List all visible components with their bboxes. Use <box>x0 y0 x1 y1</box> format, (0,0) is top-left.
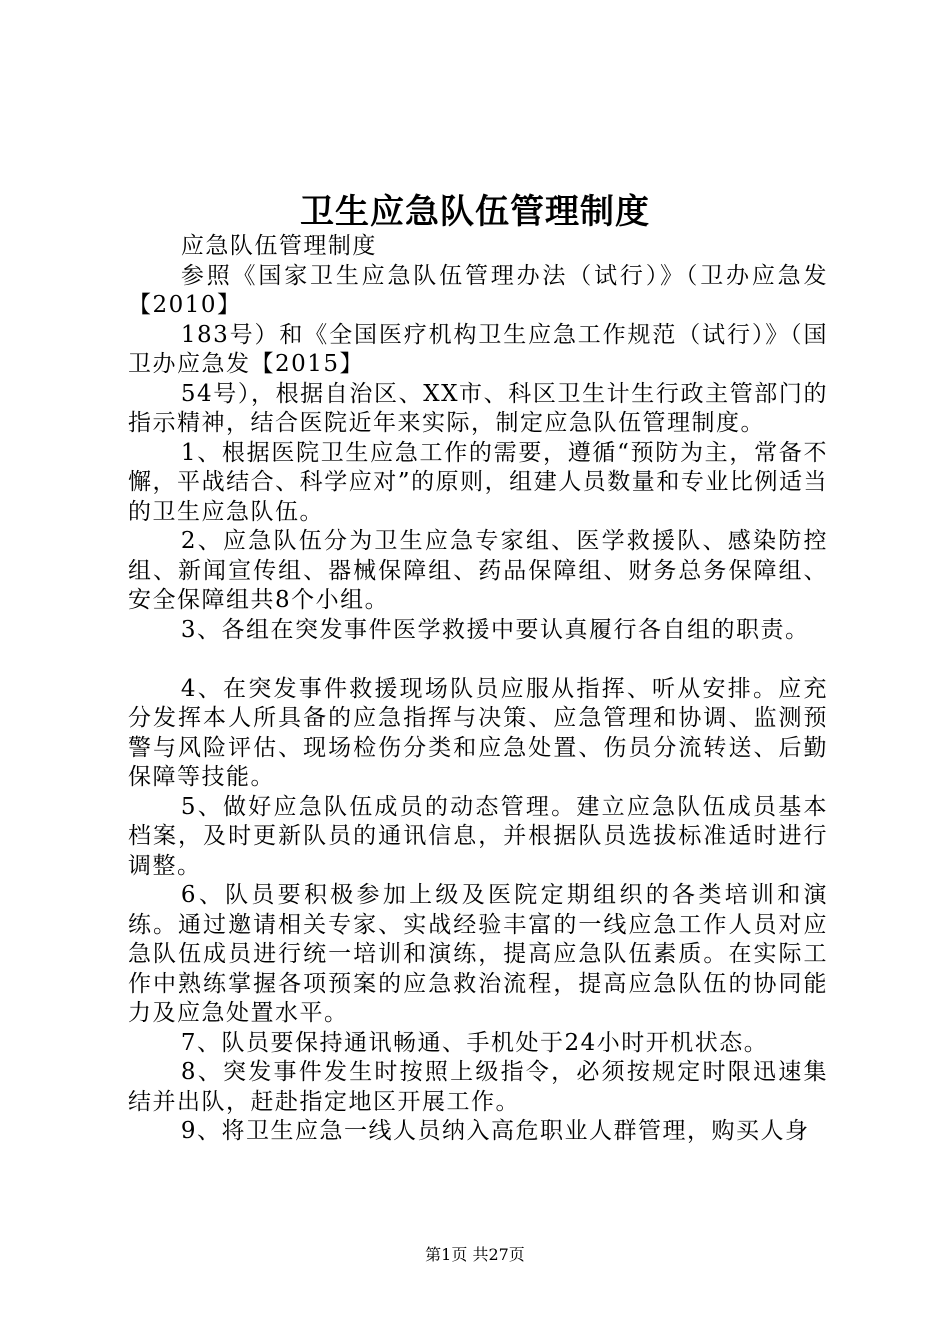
paragraph-item-6: 6、队员要积极参加上级及医院定期组织的各类培训和演练。通过邀请相关专家、实战经验丰富的一线应急工作人员对应急队伍成员进行统一培训和演练，提高应急队伍素质。在实际工作中熟练掌握各项预案的应急救治流程，提高应急队伍的协同能力及应急处置水平。 <box>128 882 828 1026</box>
paragraph-item-8: 8、突发事件发生时按照上级指令，必须按规定时限迅速集结并出队，赶赴指定地区开展工作。 <box>128 1059 828 1115</box>
paragraph-item-1: 1、根据医院卫生应急工作的需要，遵循“预防为主，常备不懈，平战结合、科学应对”的原则，组建人员数量和专业比例适当的卫生应急队伍。 <box>128 439 828 525</box>
page-number-footer: 第1页 共27页 <box>425 1245 525 1264</box>
paragraph-reference-1: 参照《国家卫生应急队伍管理办法（试行）》（卫办应急发【2010】 <box>128 262 828 318</box>
document-body <box>128 232 828 1147</box>
paragraph-reference-3: 54号），根据自治区、XX市、科区卫生计生行政主管部门的指示精神，结合医院近年来实际，制定应急队伍管理制度。 <box>128 380 828 436</box>
paragraph-item-7: 7、队员要保持通讯畅通、手机处于24小时开机状态。 <box>180 1029 769 1056</box>
paragraph-item-5: 5、做好应急队伍成员的动态管理。建立应急队伍成员基本档案，及时更新队员的通讯信息，并根据队员选拔标准适时进行调整。 <box>128 793 828 879</box>
document-title: 卫生应急队伍管理制度 <box>300 192 650 232</box>
paragraph-subtitle: 应急队伍管理制度 <box>180 233 377 259</box>
paragraph-reference-2: 183号）和《全国医疗机构卫生应急工作规范（试行）》（国卫办应急发【2015】 <box>128 321 828 377</box>
paragraph-item-3: 3、各组在突发事件医学救援中要认真履行各自组的职责。 <box>180 616 810 643</box>
paragraph-item-9: 9、将卫生应急一线人员纳入高危职业人群管理，购买人身 <box>180 1118 810 1144</box>
paragraph-item-4: 4、在突发事件救援现场队员应服从指挥、听从安排。应充分发挥本人所具备的应急指挥与决策、应急管理和协调、监测预警与风险评估、现场检伤分类和应急处置、伤员分流转送、后勤保障等技能。 <box>128 675 828 790</box>
paragraph-item-2: 2、应急队伍分为卫生应急专家组、医学救援队、感染防控组、新闻宣传组、器械保障组、药品保障组、财务总务保障组、安全保障组共8个小组。 <box>128 528 828 613</box>
